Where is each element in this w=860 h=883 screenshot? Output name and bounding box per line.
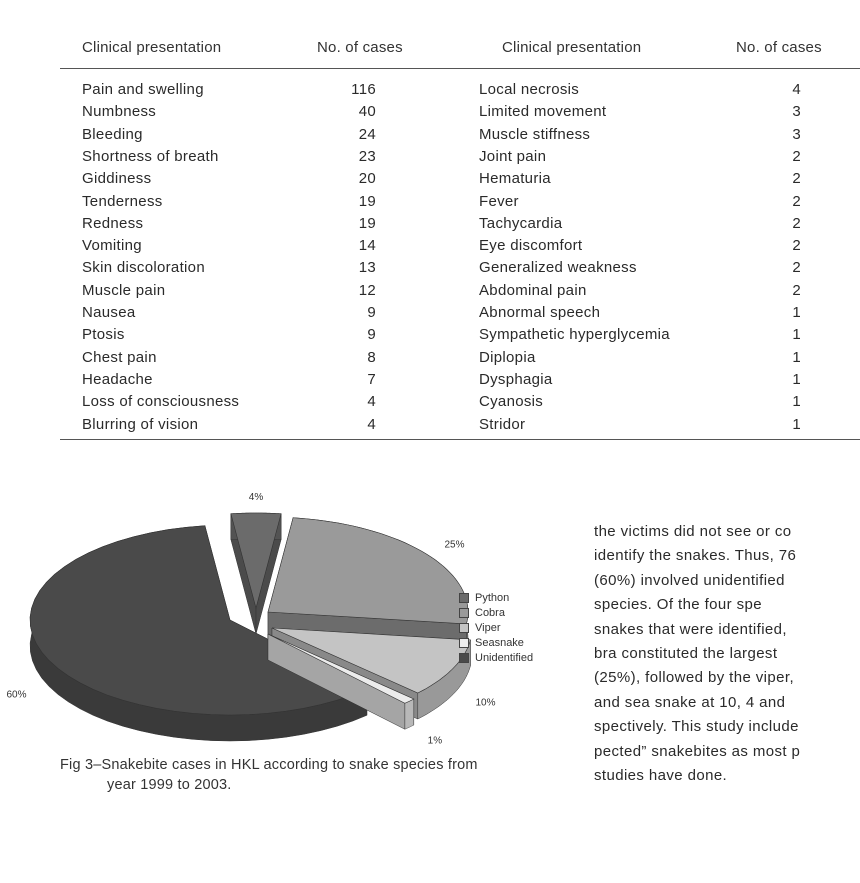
cell-presentation-right: Sympathetic hyperglycemia bbox=[479, 326, 670, 344]
cell-cases-left: 4 bbox=[367, 415, 376, 433]
cell-cases-right: 2 bbox=[792, 170, 801, 188]
table-row bbox=[60, 126, 860, 148]
cell-cases-right: 3 bbox=[792, 125, 801, 143]
table-row bbox=[60, 148, 860, 170]
body-line: (25%), followed by the viper, bbox=[594, 669, 795, 687]
cell-presentation-left: Vomiting bbox=[82, 237, 142, 255]
cell-cases-left: 20 bbox=[358, 170, 376, 188]
legend-swatch bbox=[459, 653, 469, 663]
cell-cases-left: 19 bbox=[358, 192, 376, 210]
body-line: (60%) involved unidentified bbox=[594, 571, 785, 589]
cell-cases-right: 2 bbox=[792, 237, 801, 255]
cell-cases-left: 8 bbox=[367, 348, 376, 366]
legend-label: Viper bbox=[475, 621, 501, 634]
cell-presentation-left: Chest pain bbox=[82, 348, 157, 366]
table-row bbox=[60, 393, 860, 415]
header-clinical-presentation-right: Clinical presentation bbox=[502, 39, 642, 56]
body-line: spectively. This study include bbox=[594, 718, 799, 736]
legend-label: Python bbox=[475, 591, 510, 604]
figure-caption bbox=[60, 755, 540, 795]
cell-presentation-left: Blurring of vision bbox=[82, 415, 199, 433]
legend-item bbox=[459, 635, 533, 650]
table-row bbox=[60, 326, 860, 348]
body-line: snakes that were identified, bbox=[594, 620, 787, 638]
cell-cases-left: 23 bbox=[358, 147, 376, 165]
pie-slice-side bbox=[405, 699, 414, 729]
chart-legend bbox=[459, 590, 533, 665]
cell-cases-right: 1 bbox=[792, 370, 801, 388]
cell-presentation-left: Shortness of breath bbox=[82, 147, 219, 165]
body-line: pected” snakebites as most p bbox=[594, 742, 801, 760]
cell-presentation-left: Redness bbox=[82, 214, 144, 232]
cell-presentation-left: Headache bbox=[82, 370, 153, 388]
cell-presentation-right: Limited movement bbox=[479, 103, 607, 121]
cell-cases-right: 1 bbox=[792, 326, 801, 344]
body-line: bra constituted the largest bbox=[594, 645, 778, 663]
caption-line-1: Fig 3–Snakebite cases in HKL according to snake species from bbox=[60, 757, 478, 773]
cell-presentation-left: Bleeding bbox=[82, 125, 143, 143]
pie-label-viper: 10% bbox=[475, 697, 496, 709]
cell-cases-left: 13 bbox=[358, 259, 376, 277]
cell-presentation-left: Skin discoloration bbox=[82, 259, 205, 277]
cell-presentation-right: Abdominal pain bbox=[479, 281, 587, 299]
body-line: species. Of the four spe bbox=[594, 596, 763, 614]
legend-label: Unidentified bbox=[475, 651, 534, 664]
cell-cases-left: 116 bbox=[351, 81, 376, 98]
cell-cases-left: 9 bbox=[367, 326, 376, 344]
body-line: identify the snakes. Thus, 76 bbox=[594, 547, 797, 565]
cell-presentation-right: Stridor bbox=[479, 415, 526, 433]
legend-swatch bbox=[459, 608, 469, 618]
table-row bbox=[60, 170, 860, 192]
cell-presentation-right: Generalized weakness bbox=[479, 259, 637, 277]
table-row bbox=[60, 371, 860, 393]
body-paragraph bbox=[594, 520, 860, 788]
legend-label: Seasnake bbox=[475, 636, 524, 649]
cell-cases-right: 1 bbox=[792, 348, 801, 366]
cell-presentation-right: Abnormal speech bbox=[479, 304, 601, 321]
cell-presentation-right: Local necrosis bbox=[479, 81, 580, 98]
body-line: the victims did not see or co bbox=[594, 523, 792, 540]
cell-presentation-left: Ptosis bbox=[82, 326, 125, 344]
table-row bbox=[60, 304, 860, 326]
header-cases-right: No. of cases bbox=[736, 39, 822, 56]
pie-label-seasnake: 1% bbox=[427, 735, 443, 747]
cell-cases-left: 7 bbox=[367, 370, 376, 388]
cell-cases-right: 1 bbox=[792, 415, 801, 433]
cell-cases-left: 9 bbox=[367, 304, 376, 321]
table-row bbox=[60, 215, 860, 237]
cell-presentation-left: Tenderness bbox=[82, 192, 163, 210]
cell-cases-right: 2 bbox=[792, 259, 801, 277]
legend-label: Cobra bbox=[475, 606, 505, 619]
legend-item bbox=[459, 605, 533, 620]
table-header-rule bbox=[60, 68, 860, 69]
cell-cases-left: 12 bbox=[358, 281, 376, 299]
cell-cases-right: 2 bbox=[792, 147, 801, 165]
cell-cases-right: 2 bbox=[792, 214, 801, 232]
cell-cases-right: 1 bbox=[792, 304, 801, 321]
legend-item bbox=[459, 650, 533, 665]
header-cases-left: No. of cases bbox=[317, 39, 403, 56]
caption-line-2: year 1999 to 2003. bbox=[107, 777, 232, 793]
legend-item bbox=[459, 590, 533, 605]
cell-cases-right: 2 bbox=[792, 281, 801, 299]
cell-cases-left: 4 bbox=[367, 393, 376, 411]
table-row bbox=[60, 259, 860, 281]
cell-cases-right: 2 bbox=[792, 192, 801, 210]
table-row bbox=[60, 416, 860, 438]
cell-presentation-left: Muscle pain bbox=[82, 281, 166, 299]
cell-presentation-left: Nausea bbox=[82, 304, 136, 321]
cell-cases-right: 3 bbox=[792, 103, 801, 121]
pie-label-python: 4% bbox=[248, 491, 264, 503]
cell-cases-right: 4 bbox=[792, 81, 801, 98]
cell-presentation-right: Diplopia bbox=[479, 348, 536, 366]
cell-cases-left: 19 bbox=[358, 214, 376, 232]
pie-label-cobra: 25% bbox=[444, 539, 465, 551]
cell-cases-left: 14 bbox=[358, 237, 376, 255]
pie-label-unidentified: 60% bbox=[6, 689, 27, 701]
legend-swatch bbox=[459, 623, 469, 633]
cell-presentation-right: Fever bbox=[479, 192, 519, 210]
body-line: studies have done. bbox=[594, 767, 728, 785]
cell-presentation-left: Loss of consciousness bbox=[82, 393, 240, 411]
cell-presentation-right: Joint pain bbox=[479, 147, 547, 165]
table-row bbox=[60, 349, 860, 371]
body-line: and sea snake at 10, 4 and bbox=[594, 693, 786, 711]
table-row bbox=[60, 193, 860, 215]
table-row bbox=[60, 282, 860, 304]
cell-presentation-left: Numbness bbox=[82, 103, 157, 121]
cell-presentation-left: Pain and swelling bbox=[82, 81, 204, 98]
table-bottom-rule bbox=[60, 439, 860, 440]
cell-presentation-left: Giddiness bbox=[82, 170, 152, 188]
pie-slice-top bbox=[268, 518, 468, 624]
cell-presentation-right: Dysphagia bbox=[479, 370, 553, 388]
cell-cases-left: 24 bbox=[358, 125, 376, 143]
cell-presentation-right: Hematuria bbox=[479, 170, 551, 188]
cell-cases-left: 40 bbox=[358, 103, 376, 121]
cell-cases-right: 1 bbox=[792, 393, 801, 411]
cell-presentation-right: Tachycardia bbox=[479, 214, 563, 232]
table-row bbox=[60, 81, 860, 103]
cell-presentation-right: Cyanosis bbox=[479, 393, 544, 411]
legend-swatch bbox=[459, 638, 469, 648]
cell-presentation-right: Eye discomfort bbox=[479, 237, 583, 255]
header-clinical-presentation-left: Clinical presentation bbox=[82, 39, 222, 56]
cell-presentation-right: Muscle stiffness bbox=[479, 125, 591, 143]
legend-swatch bbox=[459, 593, 469, 603]
table-row bbox=[60, 103, 860, 125]
legend-item bbox=[459, 620, 533, 635]
table-row bbox=[60, 237, 860, 259]
